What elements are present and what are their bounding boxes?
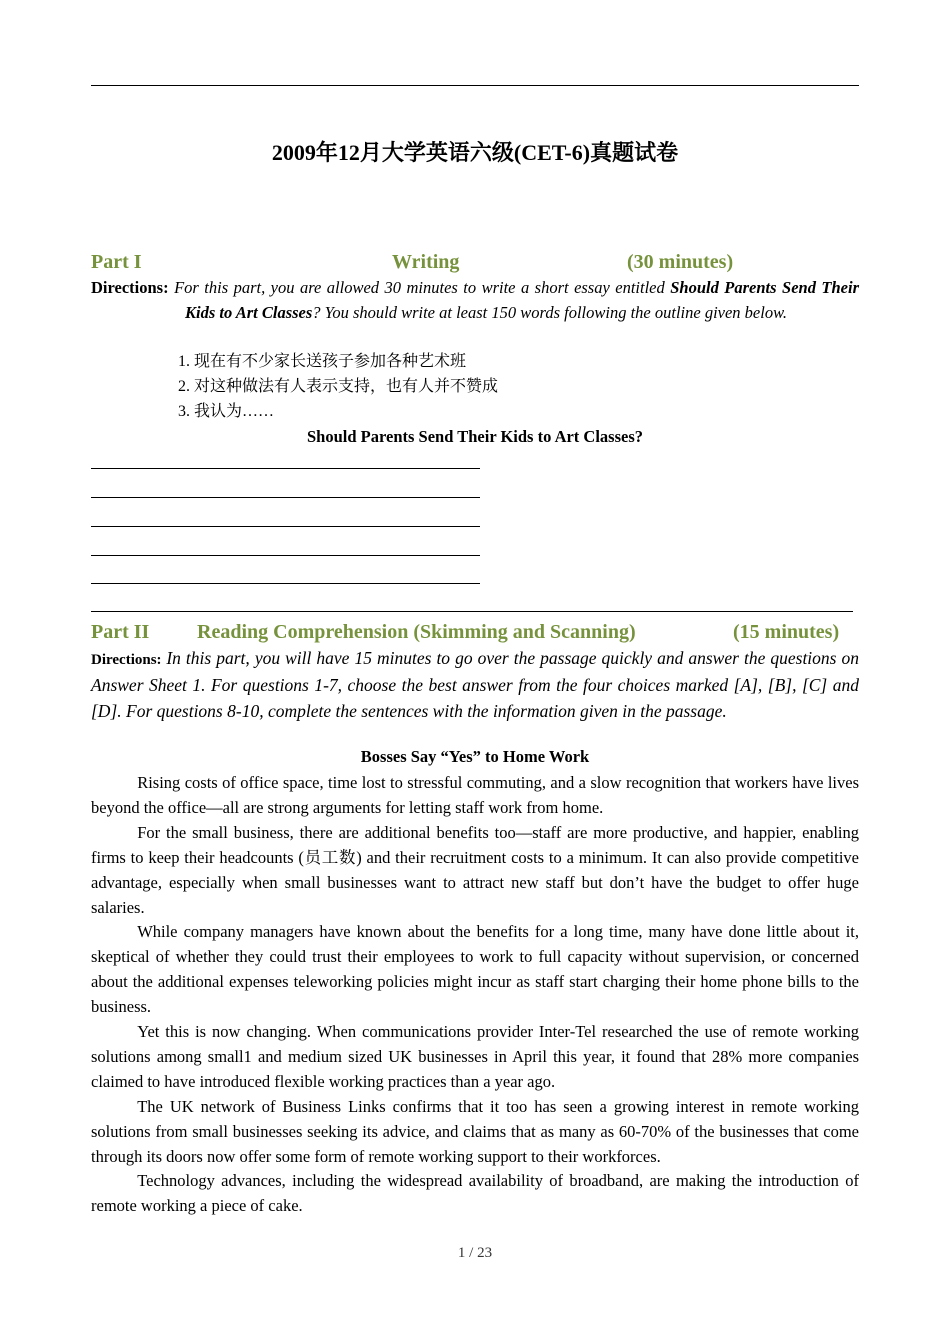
part1-directions	[91, 276, 859, 326]
directions-text-b: ? You should write at least 150 words following the outline given below.	[312, 302, 787, 322]
passage-paragraph: Technology advances, including the widespread availability of broadband, are making the introduction of remote working a piece of cake.	[91, 1171, 859, 1215]
passage-paragraph: While company managers have known about the benefits for a long time, many have done little about it, skeptical of whether they could trust their employees to work to full capacity without supervision, or concerned about the additional expenses teleworking policies might incur as staff start charging their home phone bills to the business.	[91, 922, 859, 1016]
outline-item-3: 3. 我认为……	[178, 403, 275, 420]
directions-label: Directions:	[91, 652, 162, 668]
passage-title: Bosses Say “Yes” to Home Work	[360, 747, 590, 766]
part2-name: Reading Comprehension (Skimming and Scanning)	[197, 621, 636, 643]
page-number: 1 / 23	[457, 1245, 493, 1261]
writing-line	[91, 555, 480, 556]
passage-paragraph: Yet this is now changing. When communications provider Inter-Tel researched the use of remote working solutions among small1 and medium sized UK businesses in April this year, it found that 28% more companies claimed to have introduced flexible working practices than a year ago.	[91, 1022, 859, 1091]
section-separator	[91, 611, 853, 612]
part1-label: Part I	[91, 251, 142, 273]
part2-time: (15 minutes)	[733, 621, 840, 643]
passage-paragraph: The UK network of Business Links confirms that it too has seen a growing interest in remote working solutions from small businesses seeking its advice, and claims that as many as 60-70% of the businesses that come through its doors now offer some form of remote working support to their workforces.	[91, 1097, 859, 1166]
directions-text-a: For this part, you are allowed 30 minutes to write a short essay entitled	[174, 278, 671, 297]
directions-label: Directions:	[91, 278, 169, 297]
writing-line	[91, 468, 480, 469]
exam-title: 2009年12月大学英语六级(CET-6)真题试卷	[271, 140, 679, 165]
passage-paragraph: Rising costs of office space, time lost to stressful commuting, and a slow recognition that workers have lives beyond the office—all are strong arguments for letting staff work from home.	[91, 773, 859, 817]
part2-label: Part II	[91, 621, 150, 643]
header-rule	[91, 85, 859, 86]
essay-title: Should Parents Send Their Kids to Art Classes?	[306, 427, 644, 446]
writing-line	[91, 526, 480, 527]
writing-line	[91, 583, 480, 584]
essay-topic: Should Parents Send Their Kids to Art Classes	[185, 278, 859, 322]
writing-line	[91, 497, 480, 498]
passage-paragraph: For the small business, there are additional benefits too—staff are more productive, and happier, enabling firms to keep their headcounts (员工数) and their recruitment costs to a minimum. It can also provide competitive advantage, especially when small businesses want to attract new staff but don’t have the budget to offer huge salaries.	[91, 823, 859, 917]
directions-text: In this part, you will have 15 minutes to go over the passage quickly and answer the questions on Answer Sheet 1. For questions 1-7, choose the best answer from the four choices marked [A], [B], [C] and [D]. For questions 8-10, complete the sentences with the information given in the passage.	[91, 648, 859, 721]
part1-time: (30 minutes)	[627, 251, 734, 273]
part2-directions	[91, 646, 859, 724]
part1-name: Writing	[392, 251, 460, 273]
outline-item-2: 2. 对这种做法有人表示支持，也有人并不赞成	[178, 378, 499, 395]
outline-item-1: 1. 现在有不少家长送孩子参加各种艺术班	[178, 353, 467, 370]
